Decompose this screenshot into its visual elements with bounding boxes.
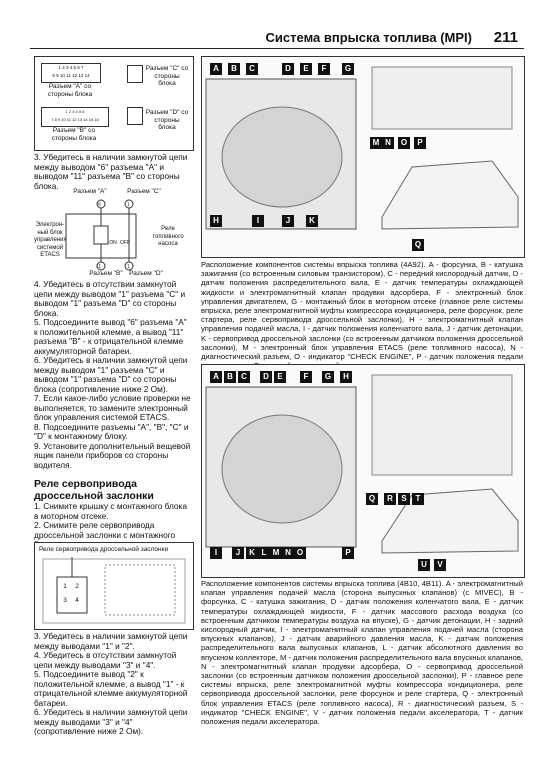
relay-figure-label: Реле сервопривода дроссельной заслонки [39,546,169,553]
connector-a-label: Разъем "А" со стороны блока [47,83,93,98]
tag-B: B [228,63,240,75]
figure-4a92 [201,56,525,258]
page-header [30,28,524,49]
tag2-V: V [434,559,446,571]
tag-O: O [398,137,410,149]
tag2-S: S [398,493,410,505]
step-5: 5. Подсоедините вывод "6" разъема "A" к положительной клемме, а вывод "11" разъема "B" - к отрицательной клемме аккумуляторной батареи. [34,317,187,356]
step-7: 7. Если какое-либо условие проверки не выполняется, то замените электронный блок управления системой ETACS. [34,393,191,422]
step-b3: 3. Убедитесь в наличии замкнутой цепи между выводами "1" и "2". [34,631,188,651]
tag2-T: T [412,493,424,505]
tag2-C: C [238,371,250,383]
tag-H: H [210,215,222,227]
figure-4b10-4b11 [201,364,525,578]
tag-I: I [252,215,264,227]
figure-4b10-drawing [202,365,524,577]
tag2-R: R [384,493,396,505]
connector-a-row2: 8 9 10 11 12 13 14 [52,73,90,78]
step-b4: 4. Убедитесь в отсутствии замкнутой цепи между выводами "3" и "4". [34,650,177,670]
circuit-a-label: Разъем "A" [73,188,107,195]
connector-d-pins [127,107,143,125]
tag-D: D [282,63,294,75]
svg-text:11: 11 [96,264,102,270]
relay-pin-4: 4 [75,597,79,604]
step-top: 3. Убедитесь в наличии замкнутой цепи между выводом "6" разъема "A" и выводом "11" разъема "B" со стороны блока. [34,152,188,191]
relay-label: Реле топливного насоса [152,226,184,247]
step-9: 9. Установите дополнительный вещевой ящик панели приборов со стороны водителя. [34,440,191,470]
caption-4a92: Расположение компонентов системы впрыска топлива (4A92). A - форсунка, B - катушка зажигания (со встроенным силовым транзистором), C - передний кислородный датчик, D - датчик положения распределительного вала, E - датчик температуры охлаждающей жидкости и электромагнитный клапан продувки адсорбера, F - электронный блок управления двигателем, G - монтажный блок в моторном отсеке (главное реле системы впрыска, реле электромагнитной муфты компрессора кондиционера, реле форсунок, реле стартера, реле сервопривода дроссельной заслонки), H - электромагнитный клапан управления подачей масла, I - датчик положения коленчатого вала, J - датчик детонации, K - сервопривод дроссельной заслонки (со встроенным датчиком положения дроссельной заслонки), M - электронный блок управления ETACS (реле топливного насоса), N - диагностический разъем, O - индикатор "CHECK ENGINE", P - датчик положения педали [201,260,523,362]
tag2-U: U [418,559,430,571]
tag2-P: P [342,547,354,559]
connector-a-pins [41,63,101,83]
tag-J: J [282,215,294,227]
circuit-d-label: Разъем "D" [129,270,163,277]
tag-N: N [382,137,394,149]
tag2-H: H [340,371,352,383]
tag2-B: B [224,371,236,383]
step-8: 8. Подсоедините разъемы "A", "B", "C" и "D" к монтажному блоку. [34,421,189,441]
tag-F: F [318,63,330,75]
step-4: 4. Убедитесь в отсутствии замкнутой цепи между выводом "1" разъема "C" и выводом "1" разъема "D" со стороны блока. [34,279,186,318]
section-step-1: 1. Снимите крышку с монтажного блока в моторном отсеке. [34,501,187,521]
circuit-diagram [34,190,192,276]
tag2-A: A [210,371,222,383]
tag2-L: L [258,547,270,559]
caption-4b10-4b11: Расположение компонентов системы впрыска топлива (4B10, 4B11). A - электромагнитный клапан управления подачей масла (сторона выпускных клапанов) (с MIVEC), B - форсунка, C - катушка зажигания, D - датчик положения коленчатого вала, E - датчик температуры охлаждающей жидкости, F - датчик массового расхода воздуха (со встроенным датчиком температуры воздуха на впуске), G - датчик детонации, H - задний кислородный датчик, I - электромагнитный клапан управления подачей масла (сторона впускных клапанов), J - датчик аварийного давления масла, K - датчик положения распределительного вала выпускных клапанов, L - датчик абсолютного давления во впускном коллекторе, M - датчик положения распределительного вала впускных клапанов, N - электромагнитный клапан продувки адсорбера, O - сервопривод дроссельной заслонки (со встроенным датчиком положения дроссельной заслонки), P - главное реле системы впрыска, реле электромагнитной муфты компрессора кондиционера, реле сервопривода дроссельной заслонки, реле форсунок и реле стартера, Q - электронный блок управления ETACS (реле топливного насоса), R - диагностический разъем, S - индикатор "CHECK ENGINE", V - датчик положения педали акселератора, T - датчик положения педали акселератора. [201,579,523,727]
tag2-E: E [274,371,286,383]
tag2-O: O [294,547,306,559]
relay-pin-3: 3 [63,597,67,604]
tag2-I: I [210,547,222,559]
tag2-M: M [270,547,282,559]
tag-C: C [246,63,258,75]
page-number: 211 [493,29,518,46]
relay-figure [34,542,194,630]
connector-a-row1: 1 2 3 4 5 6 7 [58,65,84,70]
svg-text:1: 1 [127,264,130,270]
switch-off: OFF [120,240,130,246]
connector-b-label: Разъем "B" со стороны блока [51,127,97,142]
step-6: 6. Убедитесь в наличии замкнутой цепи между выводом "1" разъема "C" и выводом "1" разъема "D" со стороны блока (сопротивление ниже 2 Ом). [34,355,188,394]
tag2-K: K [246,547,258,559]
svg-text:1: 1 [127,202,130,208]
tag2-F: F [300,371,312,383]
tag2-D: D [260,371,272,383]
circuit-c-label: Разъем "C" [127,188,161,195]
connector-c-label: Разъем "С" со стороны блока [145,65,189,87]
switch-on: ON [109,240,117,246]
section-throttle [34,478,192,550]
tag-E: E [300,63,312,75]
steps-mid [34,280,192,470]
page-title: Система впрыска топлива (MPI) [265,30,472,45]
tag2-Q: Q [366,493,378,505]
relay-pin-1: 1 [63,583,67,590]
etacs-label: Электрон-ный блок управления системой ETACS [34,222,67,258]
circuit-b-label: Разъем "B" [89,270,123,277]
tag-M: M [370,137,382,149]
tag-K: K [306,215,318,227]
figure-4a92-drawing [202,57,524,257]
section-step-2: 2. Снимите реле сервопривода дроссельной заслонки с монтажного [34,520,176,540]
section-heading: Реле сервопривода дроссельной заслонки [34,478,154,502]
steps-bottom [34,632,192,737]
step-b5: 5. Подсоедините вывод "2" к положительной клемме, а вывод "1" - к отрицательной клемме аккумуляторной батареи. [34,669,188,708]
tag-Q: Q [412,239,424,251]
svg-text:6: 6 [98,202,101,208]
step-b6: 6. Убедитесь в наличии замкнутой цепи между выводами "3" и "4" (сопротивление ниже 2 Ом). [34,707,188,736]
tag2-J: J [232,547,244,559]
tag-A: A [210,63,222,75]
tag2-N: N [282,547,294,559]
relay-drawing [35,543,193,629]
connector-b-row2: 7 8 9 10 11 12 13 14 15 16 [51,117,99,122]
connector-d-label: Разъем "D" со стороны блока [145,109,189,131]
connector-diagram [34,56,194,151]
tag-G: G [342,63,354,75]
connector-b-pins [41,107,109,127]
tag-P: P [414,137,426,149]
tag2-G: G [322,371,334,383]
connector-c-pins [127,65,143,83]
connector-b-row1: 1 2 3 4 5 6 [65,109,85,114]
relay-pin-2: 2 [75,583,79,590]
